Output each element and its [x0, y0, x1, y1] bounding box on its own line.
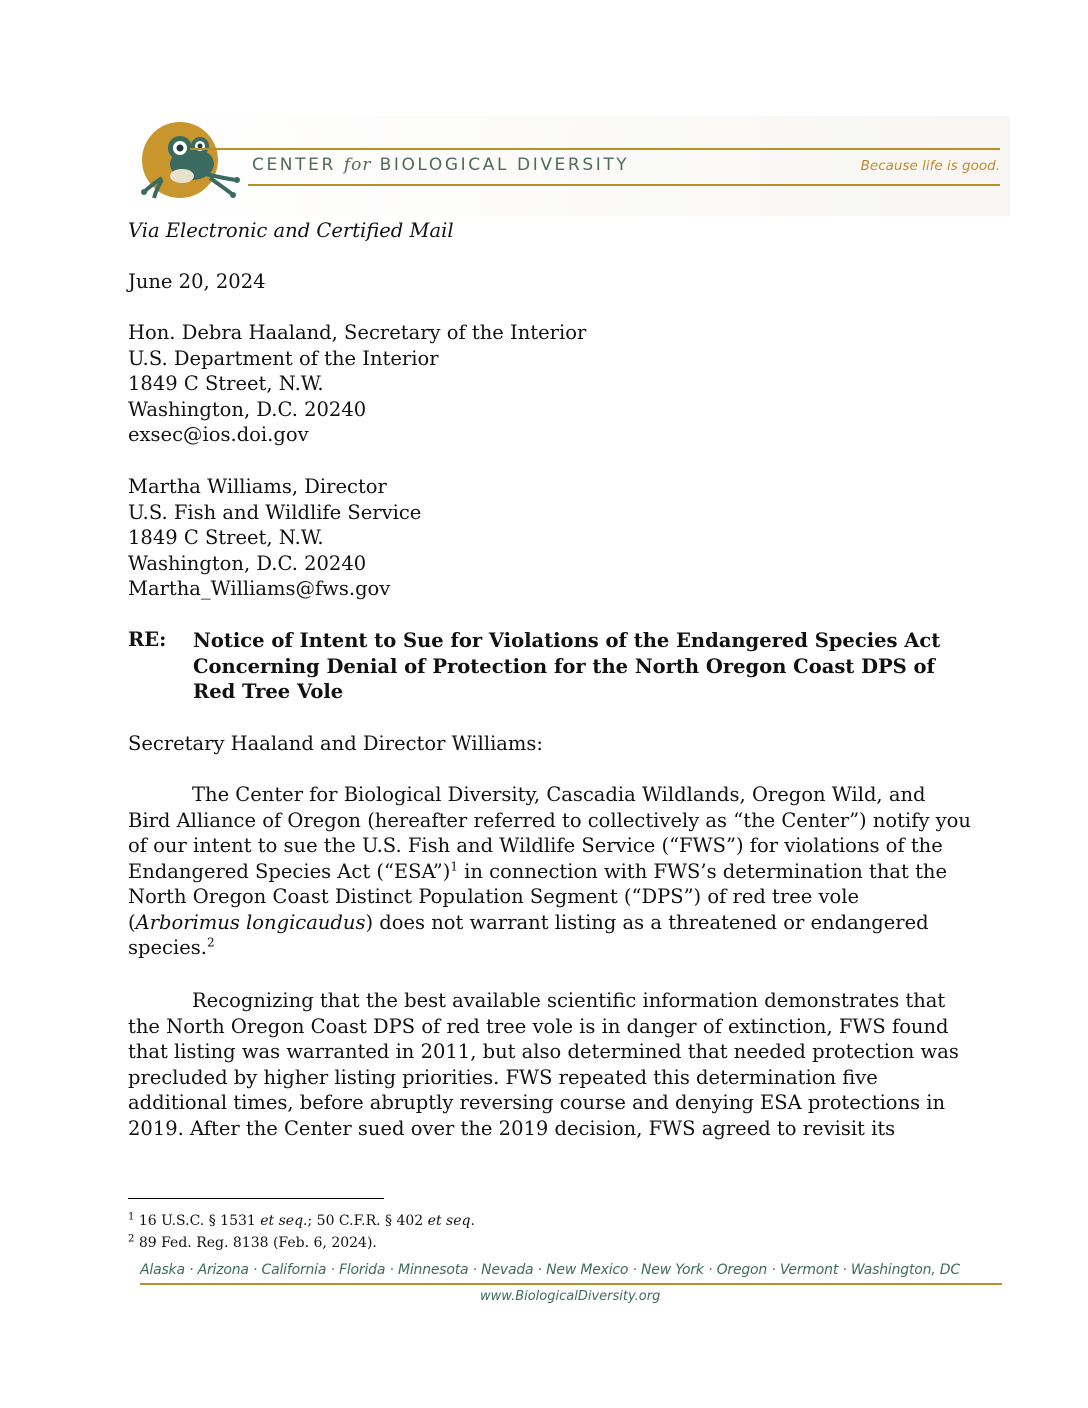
- paragraph-line: (Arborimus longicaudus) does not warrant listing as a threatened or endangered: [128, 910, 929, 934]
- footnote-ref-1[interactable]: 1: [450, 859, 458, 873]
- recipient-block-fws: [128, 474, 421, 602]
- paragraph-line: that listing was warranted in 2011, but also determined that needed protection was: [128, 1040, 959, 1063]
- paragraph-line: 2019. After the Center sued over the 2019 decision, FWS agreed to revisit its: [128, 1116, 896, 1140]
- paragraph-line: North Oregon Coast Distinct Population Segment (“DPS”) of red tree vole: [128, 885, 860, 908]
- re-subject-line: Red Tree Vole: [193, 680, 344, 703]
- re-subject-line: Concerning Denial of Protection for the North Oregon Coast DPS of: [193, 654, 935, 678]
- frog-logo-icon: [140, 118, 246, 200]
- paragraph-line: The Center for Biological Diversity, Cascadia Wildlands, Oregon Wild, and: [192, 783, 926, 806]
- paragraph-line: precluded by higher listing priorities. FWS repeated this determination five: [128, 1065, 878, 1089]
- tagline: Because life is good.: [860, 158, 1000, 174]
- footer-rule: [140, 1283, 1002, 1285]
- footnote-divider: [128, 1198, 384, 1199]
- footnote-1: $^1$ 16 U.S.C. § 1531 et seq.; 50 C.F.R. § 402 et seq.: [128, 1211, 475, 1229]
- re-label: RE:: [128, 628, 167, 651]
- delivery-method: Via Electronic and Certified Mail: [128, 219, 454, 242]
- address-line: Washington, D.C. 20240: [128, 551, 367, 575]
- paragraph-line: Endangered Species Act (“ESA”)$^1$ in connection with FWS’s determination that the: [128, 859, 948, 883]
- paragraph-line: Recognizing that the best available scientific information demonstrates that: [192, 989, 946, 1012]
- footnote-ref-2[interactable]: 2: [206, 935, 215, 950]
- address-line: Washington, D.C. 20240: [128, 397, 367, 421]
- paragraph-line: species.$^2$: [128, 935, 215, 959]
- re-subject-line: Notice of Intent to Sue for Violations of the Endangered Species Act: [193, 629, 941, 652]
- footnote-2: $^2$ 89 Fed. Reg. 8138 (Feb. 6, 2024).: [128, 1233, 377, 1251]
- address-line: U.S. Department of the Interior: [128, 346, 439, 370]
- body-paragraph-1: [128, 782, 971, 961]
- species-name: Arborimus longicaudus: [135, 910, 366, 934]
- address-line: U.S. Fish and Wildlife Service: [128, 500, 422, 524]
- org-name: CENTER for BIOLOGICAL DIVERSITY: [252, 155, 630, 175]
- office-locations: Alaska · Arizona · California · Florida · Minnesota · Nevada · New Mexico · New York · Oregon · Vermont · Washington, DC: [140, 1262, 960, 1278]
- address-line: Martha Williams, Director: [128, 475, 387, 498]
- paragraph-line: of our intent to sue the U.S. Fish and Wildlife Service (“FWS”) for violations of the: [128, 834, 943, 857]
- address-line: Hon. Debra Haaland, Secretary of the Interior: [128, 321, 587, 344]
- address-line: 1849 C Street, N.W.: [128, 372, 324, 395]
- address-line: 1849 C Street, N.W.: [128, 526, 324, 549]
- website-link[interactable]: www.BiologicalDiversity.org: [480, 1289, 661, 1304]
- email-address: exsec@ios.doi.gov: [128, 423, 309, 446]
- body-paragraph-2: [128, 988, 960, 1141]
- salutation: Secretary Haaland and Director Williams:: [128, 732, 543, 755]
- letterhead-rule-bottom: [248, 184, 1000, 186]
- email-address: Martha_Williams@fws.gov: [128, 577, 391, 600]
- re-subject: [193, 628, 940, 705]
- paragraph-line: the North Oregon Coast DPS of red tree vole is in danger of extinction, FWS found: [128, 1014, 949, 1038]
- letter-date: June 20, 2024: [128, 270, 266, 293]
- paragraph-line: Bird Alliance of Oregon (hereafter referred to collectively as “the Center”) notify you: [128, 808, 971, 832]
- recipient-block-interior: [128, 320, 586, 448]
- paragraph-line: additional times, before abruptly reversing course and denying ESA protections in: [128, 1091, 946, 1114]
- letterhead-rule-top: [190, 148, 1000, 150]
